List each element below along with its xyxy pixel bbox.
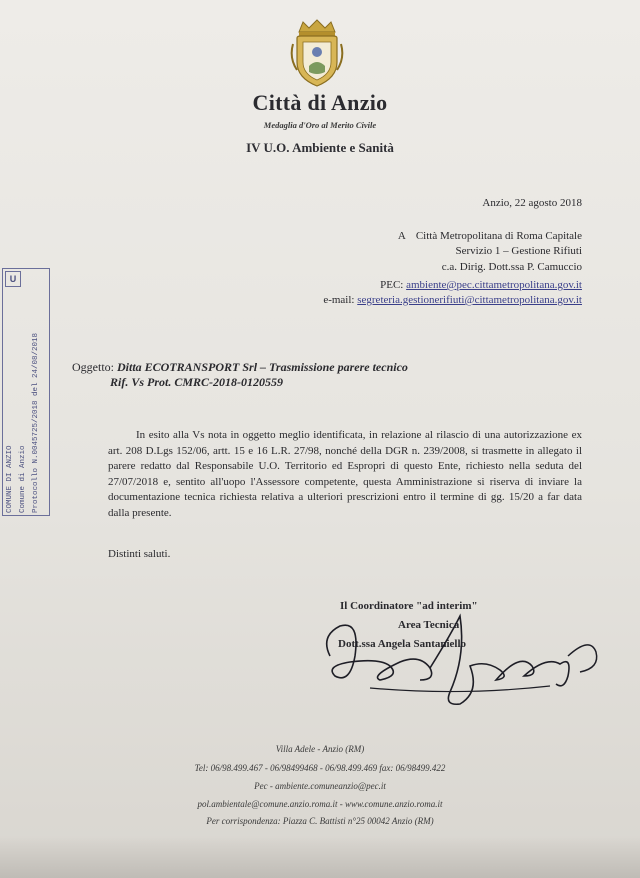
email-link[interactable]: segreteria.gestionerifiuti@cittametropolitana.gov.it — [357, 294, 582, 306]
coat-of-arms-icon — [289, 18, 345, 90]
recipient-pec — [380, 278, 582, 293]
signatory-area: Area Tecnica — [398, 619, 460, 631]
letter-date: Anzio, 22 agosto 2018 — [482, 197, 582, 209]
recipient-prefix: A — [397, 230, 406, 242]
city-motto: Medaglia d'Oro al Merito Civile — [263, 120, 377, 130]
stamp-line-3: Protocollo N.0045725/2018 del 24/08/2018 — [32, 332, 40, 513]
footer-phones: Tel: 06/98.499.467 - 06/98499468 - 06/98.499.469 fax: 06/98499.422 — [194, 763, 446, 773]
stamp-box-letter: U — [5, 271, 21, 287]
protocol-stamp — [2, 268, 50, 516]
department-name: IV U.O. Ambiente e Sanità — [246, 140, 394, 155]
footer-pec: Pec - ambiente.comuneanzio@pec.it — [254, 781, 386, 791]
pec-link[interactable]: ambiente@pec.cittametropolitana.gov.it — [406, 279, 582, 291]
paper-shadow — [0, 836, 640, 878]
recipient-name: Città Metropolitana di Roma Capitale — [415, 230, 582, 242]
recipient-email — [323, 293, 582, 308]
signatory-name: Dott.ssa Angela Santaniello — [338, 638, 467, 650]
handwritten-signature — [310, 596, 610, 726]
stamp-line-2: Comune di Anzio — [19, 445, 27, 513]
footer-address: Villa Adele - Anzio (RM) — [275, 744, 365, 754]
subject-title: Ditta ECOTRANSPORT Srl – Trasmissione parere tecnico — [117, 360, 408, 374]
closing-greeting: Distinti saluti. — [108, 548, 171, 560]
recipient-line-2: Servizio 1 – Gestione Rifiuti — [455, 245, 582, 257]
recipient-line-1 — [398, 229, 582, 244]
subject-reference: Rif. Vs Prot. CMRC-2018-0120559 — [110, 375, 284, 389]
recipient-line-3: c.a. Dirig. Dott.ssa P. Camuccio — [441, 261, 582, 273]
subject-label: Oggetto: — [72, 360, 114, 374]
email-label: e-mail: — [323, 294, 355, 306]
stamp-line-1: COMUNE DI ANZIO — [6, 445, 14, 513]
signatory-role: Il Coordinatore "ad interim" — [340, 600, 478, 612]
footer-correspondence: Per corrispondenza: Piazza C. Battisti n°25 00042 Anzio (RM) — [206, 816, 434, 826]
footer-email-web: pol.ambientale@comune.anzio.roma.it - www.comune.anzio.roma.it — [197, 799, 443, 809]
letter-body: In esito alla Vs nota in oggetto meglio identificata, in relazione al rilascio di una autorizzazione ex art. 208 D.Lgs 152/06, artt. 15 e 16 L.R. 27/98, nonché della DGR n. 239/2008, si trasmette in allegato il parere redatto dal Responsabile U.O. Territorio ed Espropri di questo Ente, richiesto nella seduta del 27/07/2018 e, sentito all'uopo l'Assessore competente, questa Amministrazione si riserva di inviare la documentazione tecnica richiesta relativa a ulteriori prescrizioni entro il termine di gg. 15/20 a far data dalla presente. — [108, 429, 582, 519]
city-name: Città di Anzio — [252, 90, 388, 115]
subject-line — [72, 360, 408, 375]
pec-label: PEC: — [380, 279, 404, 291]
